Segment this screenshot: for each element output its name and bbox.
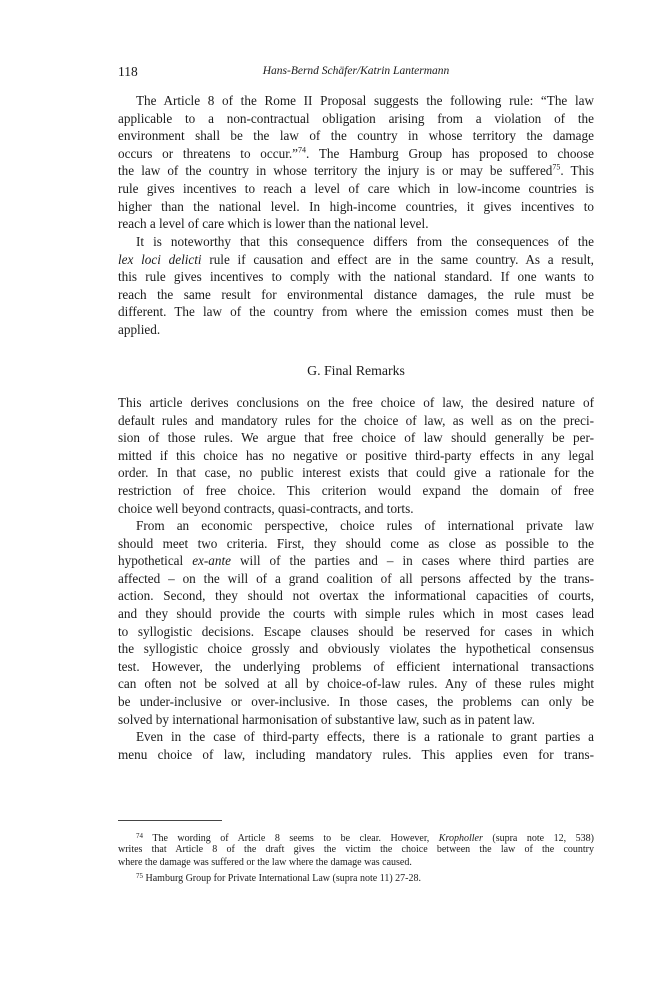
section-heading: G. Final Remarks xyxy=(307,363,405,378)
text-line: test. However, the underlying problems of efficient international transactions xyxy=(118,658,594,674)
text-line: Even in the case of third-party effects, there is a rationale to grant parties a xyxy=(136,729,594,744)
text-line xyxy=(118,830,594,843)
text-line: applicable to a non-contractual obligation arising from a violation of the xyxy=(118,110,594,126)
text-line: can often not be solved at all by choice-of-law rules. Any of these rules might xyxy=(118,676,594,692)
text-line: different. The law of the country from where the emission comes must then be xyxy=(118,304,594,320)
footnote-ref-75: 75 xyxy=(552,162,561,172)
text-line: It is noteworthy that this consequence differs from the consequences of the xyxy=(136,234,594,249)
text-line: and they should provide the courts with simple rules which in most cases lead xyxy=(118,605,594,621)
text-line: reach a level of care which is lower than the national level. xyxy=(118,216,429,232)
text-line: mitted if this choice has no negative or positive third-party effects in any legal xyxy=(118,447,594,463)
footnote-mark: 74 xyxy=(136,832,143,840)
text-line xyxy=(118,552,594,570)
text-segment: occurs or threatens to occur.” xyxy=(118,145,299,161)
text-line: order. In that case, no public interest exists that could give a rationale for the xyxy=(118,465,594,481)
text-segment: rule if causation and effect are in the same country. As a result, xyxy=(201,251,594,267)
text-segment: will of the parties and – in cases where third parties are xyxy=(231,553,594,569)
text-line: sion of those rules. We argue that free choice of law should generally be per- xyxy=(118,430,594,446)
text-line: action. Second, they should not overtax the informational capacities of courts, xyxy=(118,588,594,604)
text-segment: (supra note 12, 538) xyxy=(482,833,594,844)
text-line: applied. xyxy=(118,321,161,337)
text-line xyxy=(118,870,594,883)
italic-term: lex loci delicti xyxy=(118,251,202,267)
text-line: menu choice of law, including mandatory rules. This applies even for trans- xyxy=(118,746,594,762)
paragraph-third-party xyxy=(118,728,594,763)
text-line: be under-inclusive or over-inclusive. In those cases, the problems can only be xyxy=(118,693,594,709)
text-line: affected – on the will of a grand coalition of all persons affected by the trans- xyxy=(118,570,594,586)
page-number: 118 xyxy=(118,64,138,79)
text-line: restriction of free choice. This criterion would expand the domain of free xyxy=(118,482,594,498)
text-line: writes that Article 8 of the draft gives the victim the choice between the law of the country xyxy=(118,844,594,856)
text-segment: The wording of Article 8 seems to be clear. However, xyxy=(143,833,439,844)
footnote-ref-74: 74 xyxy=(298,145,307,155)
paragraph-lex-loci xyxy=(118,233,594,339)
text-segment: the law of the country in whose territory the injury is or may be suffered xyxy=(118,163,553,179)
text-line: to syllogistic decisions. Escape clauses should be reserved for cases in which xyxy=(118,623,594,639)
text-line: solved by international harmonisation of substantive law, such as in patent law. xyxy=(118,711,535,727)
text-line xyxy=(118,162,594,180)
text-segment: . The Hamburg Group has proposed to choose xyxy=(306,145,594,161)
text-line: higher than the national level. In high-income countries, it gives incentives to xyxy=(118,198,594,214)
text-line: where the damage was suffered or the law where the damage was caused. xyxy=(118,857,412,869)
footnote-74 xyxy=(118,830,594,870)
paragraph-conclusions xyxy=(118,394,594,517)
text-line: reach the same result for environmental distance damages, the rule must be xyxy=(118,286,594,302)
text-segment: Hamburg Group for Private International Law (supra note 11) 27-28. xyxy=(143,873,421,884)
text-line: this rule gives incentives to comply with the national standard. If one wants to xyxy=(118,269,594,285)
running-head: Hans-Bernd Schäfer/Katrin Lantermann xyxy=(262,65,450,77)
paragraph-economic-perspective xyxy=(118,517,594,728)
text-line xyxy=(118,251,594,269)
footnote-75 xyxy=(118,870,594,883)
footnote-separator xyxy=(118,820,222,821)
text-line: environment shall be the law of the country in whose territory the damage xyxy=(118,128,594,144)
text-line: the syllogistic choice grossly and obviously violates the hypothetical consensus xyxy=(118,641,594,657)
text-line: The Article 8 of the Rome II Proposal suggests the following rule: “The law xyxy=(136,93,594,108)
paragraph-rome-ii xyxy=(118,92,594,233)
text-line: rule gives incentives to reach a level of care which in low-income countries is xyxy=(118,180,594,196)
italic-term: ex-ante xyxy=(192,553,232,569)
text-line: From an economic perspective, choice rules of international private law xyxy=(136,518,594,533)
text-line: should meet two criteria. First, they should come as close as possible to the xyxy=(118,535,594,551)
text-segment: hypothetical xyxy=(118,553,193,569)
text-segment: . This xyxy=(560,163,594,179)
text-line: choice well beyond contracts, quasi-contracts, and torts. xyxy=(118,500,414,516)
italic-author: Kropholler xyxy=(438,833,483,844)
text-line: This article derives conclusions on the free choice of law, the desired nature of xyxy=(118,395,594,410)
text-line xyxy=(118,145,594,163)
footnote-mark: 75 xyxy=(136,872,143,880)
text-line: default rules and mandatory rules for the choice of law, as well as on the preci- xyxy=(118,412,594,428)
page-header xyxy=(118,64,594,80)
